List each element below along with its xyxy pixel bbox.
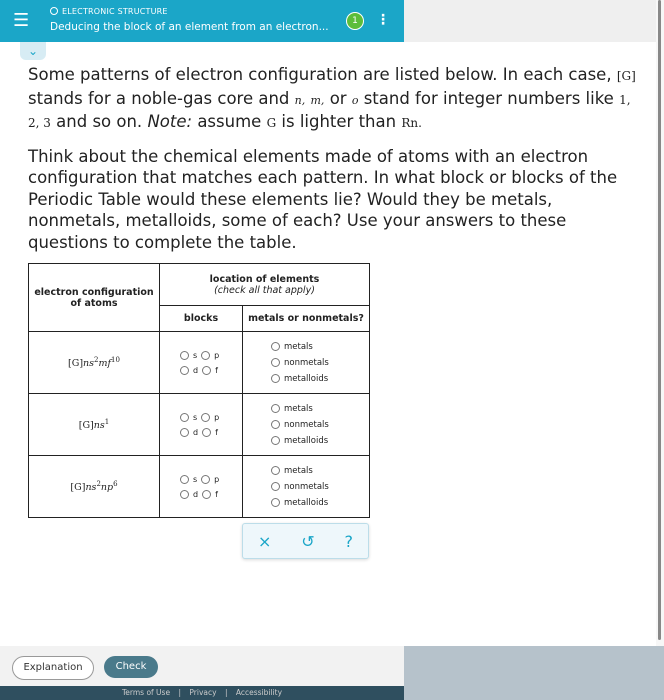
checkbox[interactable] bbox=[271, 482, 280, 491]
menu-icon[interactable]: ☰ bbox=[13, 10, 30, 31]
block-label: s bbox=[193, 350, 198, 360]
block-label: p bbox=[214, 412, 220, 422]
block-p-option[interactable] bbox=[201, 475, 219, 484]
block-label: d bbox=[193, 427, 199, 437]
config-term-a: ns bbox=[85, 482, 97, 494]
undo-icon[interactable]: ↺ bbox=[301, 531, 315, 551]
topic-label bbox=[50, 7, 168, 16]
answer-toolbar bbox=[242, 523, 369, 559]
checkbox[interactable] bbox=[271, 498, 280, 507]
checkbox[interactable] bbox=[202, 428, 211, 437]
block-label: d bbox=[193, 365, 199, 375]
intro-note: Note: bbox=[147, 112, 193, 131]
block-label: f bbox=[215, 427, 218, 437]
location-subheader-text: (check all that apply) bbox=[214, 284, 315, 296]
table-row bbox=[29, 456, 370, 518]
blocks-cell bbox=[160, 332, 243, 394]
config-term-b: np bbox=[100, 482, 114, 494]
checkbox[interactable] bbox=[271, 404, 280, 413]
metals-label: metals bbox=[284, 403, 313, 414]
nonmetals-option[interactable] bbox=[271, 420, 369, 430]
right-pane bbox=[404, 0, 664, 42]
config-cell bbox=[29, 456, 160, 518]
metals-option[interactable] bbox=[271, 342, 369, 352]
var-o: o bbox=[351, 93, 359, 107]
intro-text-a: Some patterns of electron configuration are listed below. In each case, bbox=[28, 65, 612, 84]
metals-header-text: metals or nonmetals? bbox=[248, 313, 364, 324]
checkbox[interactable] bbox=[271, 342, 280, 351]
topic-text: ELECTRONIC STRUCTURE bbox=[62, 7, 168, 16]
block-d-option[interactable] bbox=[180, 366, 198, 375]
explanation-button[interactable]: Explanation bbox=[12, 656, 94, 680]
checkbox[interactable] bbox=[202, 490, 211, 499]
help-icon[interactable]: ? bbox=[344, 531, 354, 551]
checkbox[interactable] bbox=[271, 420, 280, 429]
footer-separator: | bbox=[224, 688, 228, 697]
metals-header bbox=[243, 306, 370, 332]
metals-cell bbox=[243, 332, 370, 394]
checkbox[interactable] bbox=[180, 413, 189, 422]
block-label: s bbox=[193, 474, 198, 484]
col-config-header bbox=[29, 264, 160, 332]
intro-or: or bbox=[329, 88, 347, 108]
config-core: [G] bbox=[68, 358, 84, 370]
metalloids-option[interactable] bbox=[271, 374, 369, 384]
config-cell bbox=[29, 332, 160, 394]
page-title: Deducing the block of an element from an electron... bbox=[50, 21, 329, 33]
intro-paragraph-1 bbox=[28, 64, 638, 135]
intro-paragraph-2: Think about the chemical elements made of atoms with an electron configuration that matches each pattern. In what block or blocks of the Periodic Table would these elements lie? Would they be metals, nonmetals, metalloids, some of each? Use your answers to these questions to complete the table. bbox=[28, 146, 618, 252]
footer-separator: | bbox=[178, 688, 181, 697]
accessibility-link[interactable]: Accessibility bbox=[235, 688, 283, 697]
block-f-option[interactable] bbox=[202, 428, 218, 437]
checkbox[interactable] bbox=[180, 351, 189, 360]
block-label: p bbox=[214, 474, 220, 484]
metalloids-label: metalloids bbox=[284, 497, 329, 508]
metals-option[interactable] bbox=[271, 404, 369, 414]
more-options-icon[interactable]: ⋮ bbox=[376, 12, 390, 28]
g-symbol: G bbox=[266, 116, 277, 130]
checkbox[interactable] bbox=[180, 428, 189, 437]
var-n: n, bbox=[294, 93, 306, 107]
metalloids-label: metalloids bbox=[284, 435, 329, 446]
table-row bbox=[29, 332, 370, 394]
config-sup-a: 2 bbox=[96, 479, 101, 488]
col-config-header-text: electron configuration of atoms bbox=[34, 286, 154, 309]
metals-label: metals bbox=[284, 465, 313, 476]
checkbox[interactable] bbox=[180, 490, 189, 499]
block-f-option[interactable] bbox=[202, 366, 218, 375]
checkbox[interactable] bbox=[202, 366, 211, 375]
checkbox[interactable] bbox=[271, 358, 280, 367]
block-f-option[interactable] bbox=[202, 490, 218, 499]
checkbox[interactable] bbox=[271, 466, 280, 475]
location-header bbox=[160, 264, 370, 306]
nonmetals-option[interactable] bbox=[271, 358, 369, 368]
scrollbar-thumb[interactable] bbox=[658, 0, 661, 640]
location-header-text: location of elements bbox=[209, 273, 320, 285]
table-row bbox=[29, 394, 370, 456]
checkbox[interactable] bbox=[201, 413, 210, 422]
checkbox[interactable] bbox=[180, 475, 189, 484]
var-m: m, bbox=[310, 93, 325, 107]
blocks-header bbox=[160, 306, 243, 332]
metalloids-label: metalloids bbox=[284, 373, 329, 384]
block-p-option[interactable] bbox=[201, 351, 219, 360]
checkbox[interactable] bbox=[180, 366, 189, 375]
config-sup-b: 10 bbox=[111, 355, 120, 364]
config-sup-a: 2 bbox=[94, 355, 99, 364]
intro-text-e: assume bbox=[197, 112, 262, 131]
block-d-option[interactable] bbox=[180, 428, 198, 437]
bottom-right-pane bbox=[404, 646, 664, 700]
nonmetals-option[interactable] bbox=[271, 482, 369, 492]
block-label: f bbox=[215, 489, 218, 499]
terms-link[interactable]: Terms of Use bbox=[121, 688, 171, 697]
config-term-a: ns bbox=[93, 420, 105, 432]
intro-text-d: and so on. bbox=[56, 112, 143, 131]
metals-cell bbox=[243, 456, 370, 518]
privacy-link[interactable]: Privacy bbox=[189, 688, 217, 697]
rn-symbol: Rn. bbox=[401, 116, 422, 130]
block-label: f bbox=[215, 365, 218, 375]
block-s-option[interactable] bbox=[180, 351, 197, 360]
metals-option[interactable] bbox=[271, 466, 369, 476]
g-core-symbol: [G] bbox=[616, 69, 636, 83]
config-term-a: ns bbox=[83, 358, 95, 370]
nonmetals-label: nonmetals bbox=[284, 419, 329, 430]
nonmetals-label: nonmetals bbox=[284, 357, 329, 368]
blocks-header-text: blocks bbox=[183, 313, 219, 324]
checkbox[interactable] bbox=[271, 374, 280, 383]
checkbox[interactable] bbox=[271, 436, 280, 445]
checkbox[interactable] bbox=[201, 351, 210, 360]
blocks-cell bbox=[160, 456, 243, 518]
metalloids-option[interactable] bbox=[271, 498, 369, 508]
checkbox[interactable] bbox=[201, 475, 210, 484]
metalloids-option[interactable] bbox=[271, 436, 369, 446]
block-p-option[interactable] bbox=[201, 413, 219, 422]
intro-text-b: stands for a noble-gas core and bbox=[28, 88, 290, 108]
block-label: d bbox=[193, 489, 199, 499]
answer-table bbox=[28, 263, 370, 518]
block-s-option[interactable] bbox=[180, 475, 197, 484]
config-sup-a: 1 bbox=[104, 417, 110, 426]
app-header bbox=[0, 0, 404, 42]
metals-label: metals bbox=[284, 341, 313, 352]
check-button[interactable]: Check bbox=[104, 656, 158, 678]
intro-numbers: 1, 2, 3 bbox=[28, 92, 631, 130]
config-term-b: mf bbox=[98, 358, 112, 370]
question-text bbox=[28, 64, 638, 264]
intro-text-c: stand for integer numbers like bbox=[363, 88, 614, 108]
topic-circle-icon bbox=[50, 7, 58, 15]
metals-cell bbox=[243, 394, 370, 456]
intro-text-f: is lighter than bbox=[281, 112, 397, 131]
config-cell bbox=[29, 394, 160, 456]
block-s-option[interactable] bbox=[180, 413, 197, 422]
clear-icon[interactable]: × bbox=[257, 531, 272, 551]
blocks-cell bbox=[160, 394, 243, 456]
progress-badge: 1 bbox=[346, 12, 364, 30]
block-d-option[interactable] bbox=[180, 490, 198, 499]
config-core: [G] bbox=[78, 420, 94, 432]
config-sup-b: 6 bbox=[113, 479, 118, 488]
block-label: s bbox=[193, 412, 198, 422]
config-core: [G] bbox=[70, 482, 86, 494]
block-label: p bbox=[214, 350, 220, 360]
nonmetals-label: nonmetals bbox=[284, 481, 329, 492]
footer bbox=[0, 686, 404, 700]
scrollbar[interactable] bbox=[656, 0, 664, 646]
collapse-chevron-icon[interactable]: ⌄ bbox=[20, 42, 46, 60]
